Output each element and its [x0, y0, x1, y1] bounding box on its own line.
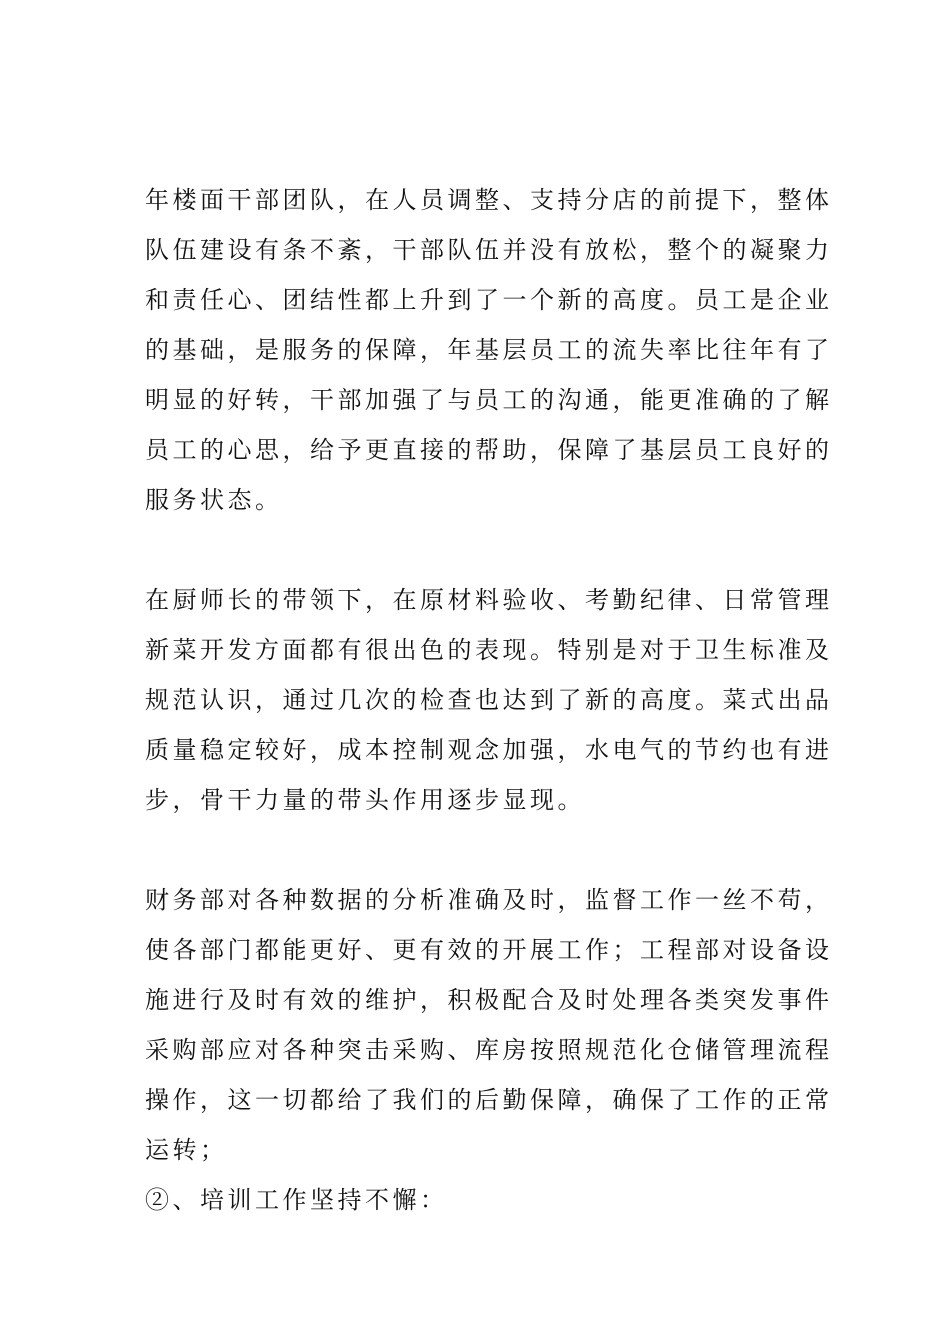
paragraph-line: 新菜开发方面都有很出色的表现。特别是对于卫生标准及 [145, 636, 833, 664]
paragraph-line: 在厨师长的带领下，在原材料验收、考勤纪律、日常管理 [145, 586, 833, 614]
paragraph-line: 运转； [145, 1136, 228, 1164]
paragraph-line: 明显的好转，干部加强了与员工的沟通，能更准确的了解 [145, 386, 833, 414]
paragraph-line: 队伍建设有条不紊，干部队伍并没有放松，整个的凝聚力 [145, 236, 833, 264]
paragraph-line: 的基础，是服务的保障，年基层员工的流失率比往年有了 [145, 336, 833, 364]
paragraph-line: 和责任心、团结性都上升到了一个新的高度。员工是企业 [145, 286, 833, 314]
paragraph-line: 员工的心思，给予更直接的帮助，保障了基层员工良好的 [145, 436, 833, 464]
paragraph-line: 质量稳定较好，成本控制观念加强，水电气的节约也有进 [145, 736, 833, 764]
paragraph-line: 步，骨干力量的带头作用逐步显现。 [145, 786, 585, 814]
section-heading: ②、培训工作坚持不懈： [145, 1186, 448, 1214]
paragraph-line: 施进行及时有效的维护，积极配合及时处理各类突发事件 [145, 986, 833, 1014]
paragraph-line: 财务部对各种数据的分析准确及时，监督工作一丝不苟， [145, 886, 833, 914]
paragraph-line: 操作，这一切都给了我们的后勤保障，确保了工作的正常 [145, 1086, 833, 1114]
paragraph-line: 服务状态。 [145, 486, 283, 514]
paragraph-line: 使各部门都能更好、更有效的开展工作；工程部对设备设 [145, 936, 833, 964]
paragraph-line: 规范认识，通过几次的检查也达到了新的高度。菜式出品 [145, 686, 833, 714]
paragraph-line: 采购部应对各种突击采购、库房按照规范化仓储管理流程 [145, 1036, 833, 1064]
paragraph-line: 年楼面干部团队，在人员调整、支持分店的前提下，整体 [145, 186, 833, 214]
